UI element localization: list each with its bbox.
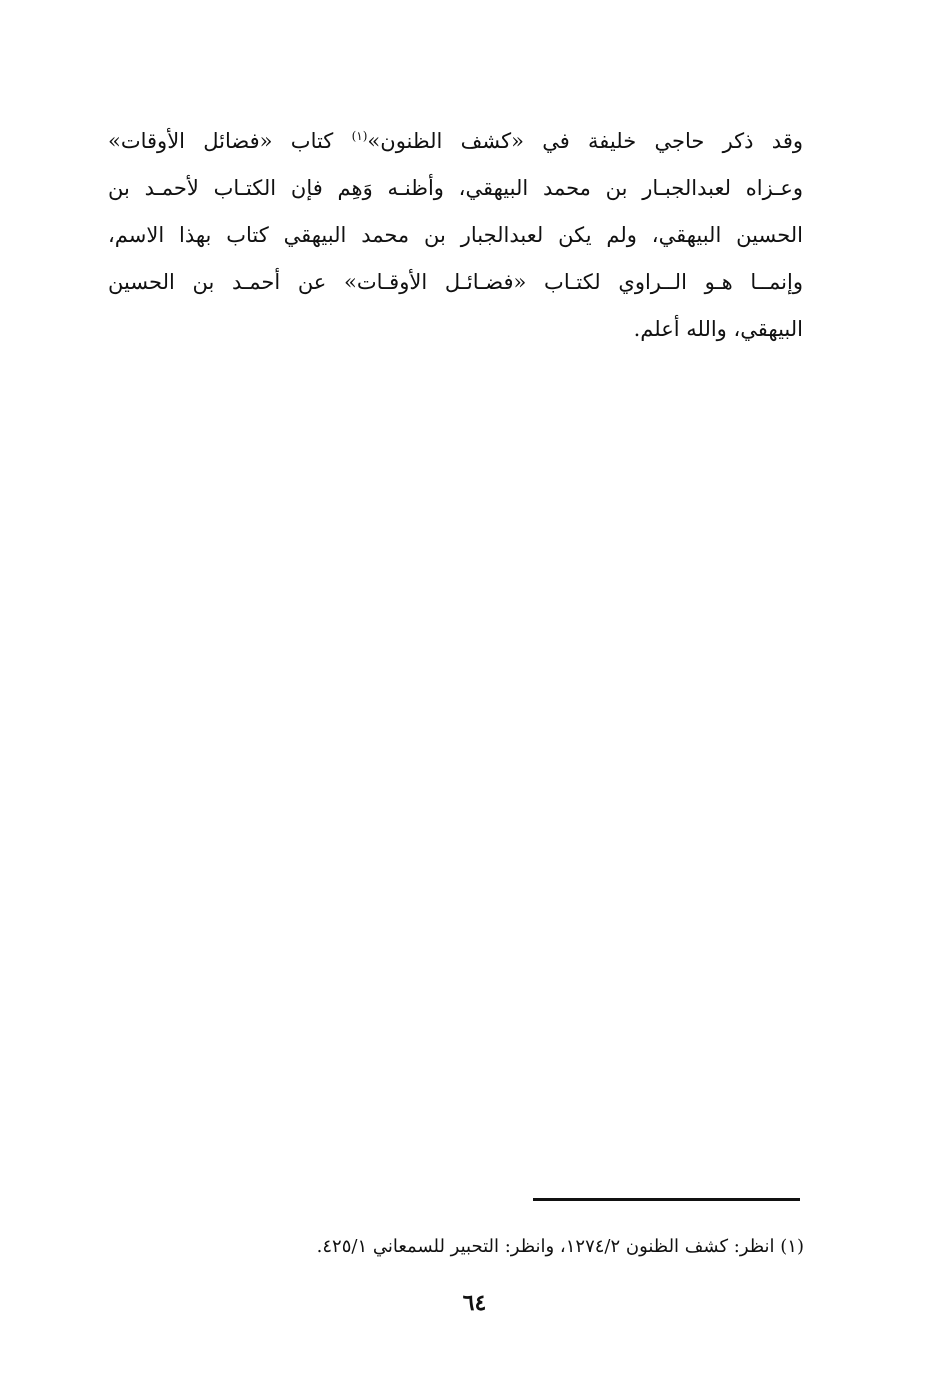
paragraph-line-1-tail: كتاب «فضائل الأوقات» [108,129,352,153]
paragraph-line-1-head: وقد ذكر حاجي خليفة في «كشف الظنون» [367,129,804,153]
paragraph-line-5: البيهقي، والله أعلم. [633,317,803,341]
paragraph-line-2: وعـزاه لعبدالجبـار بن محمد البيهقي، وأظنـه وَهِم فإن الكتـاب لأحمـد بن [108,176,803,200]
main-paragraph [108,118,803,353]
paragraph-line-1 [108,118,803,165]
footnote: (١) انظر: كشف الظنون ١٢٧٤/٢، وانظر: التحبير للسمعاني ٤٢٥/١. [316,1236,804,1257]
page-number: ٦٤ [462,1290,487,1316]
footnote-reference[interactable]: (١) [351,129,368,143]
footnote-separator [533,1198,800,1201]
paragraph-line-4: وإنمــا هـو الــراوي لكتـاب «فضـائـل الأوقـات» عن أحمـد بن الحسين [108,270,803,294]
paragraph-line-3: الحسين البيهقي، ولم يكن لعبدالجبار بن محمد البيهقي كتاب بهذا الاسم، [108,223,803,247]
